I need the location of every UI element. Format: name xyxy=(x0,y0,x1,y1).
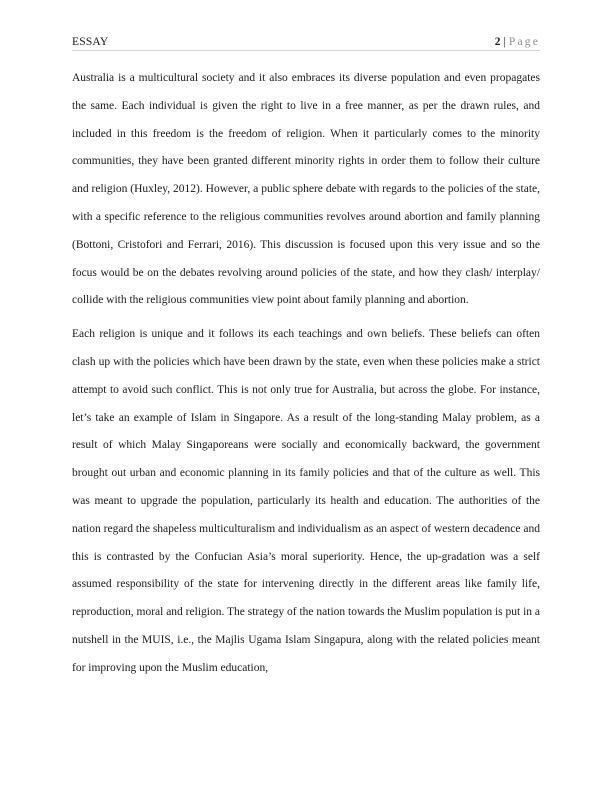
page-header xyxy=(72,36,540,51)
header-title: ESSAY xyxy=(72,36,109,48)
paragraph-1: Australia is a multicultural society and it also embraces its diverse population and even propagates the same. Each individual is given the right to live in a free manner, as per the drawn rules, and included in this freedom is the freedom of religion. When it particularly comes to the minority communities, they have been granted different minority rights in order them to follow their culture and religion (Huxley, 2012). However, a public sphere debate with regards to the policies of the state, with a specific reference to the religious communities revolves around abortion and family planning (Bottoni, Cristofori and Ferrari, 2016). This discussion is focused upon this very issue and so the focus would be on the debates revolving around policies of the state, and how they clash/ interplay/ collide with the religious communities view point about family planning and abortion. xyxy=(72,72,540,307)
document-body xyxy=(72,65,540,689)
page-separator: | xyxy=(503,36,506,48)
page-number: 2 xyxy=(494,36,501,48)
page-word: Page xyxy=(508,36,540,48)
page-number-label xyxy=(495,36,540,48)
paragraph-2: Each religion is unique and it follows its each teachings and own beliefs. These beliefs can often clash up with the policies which have been drawn by the state, even when these policies make a strict attempt to avoid such conflict. This is not only true for Australia, but across the globe. For instance, let’s take an example of Islam in Singapore. As a result of the long-standing Malay problem, as a result of which Malay Singaporeans were socially and economically backward, the government brought out urban and economic planning in its family policies and that of the culture as well. This was meant to upgrade the population, particularly its health and education. The authorities of the nation regard the shapeless multiculturalism and individualism as an aspect of western decadence and this is contrasted by the Confucian Asia’s moral superiority. Hence, the up-gradation was a self assumed responsibility of the state for intervening directly in the different areas like family life, reproduction, moral and religion. The strategy of the nation towards the Muslim population is put in a nutshell in the MUIS, i.e., the Majlis Ugama Islam Singapura, along with the related policies meant for improving upon the Muslim education, xyxy=(72,328,541,674)
